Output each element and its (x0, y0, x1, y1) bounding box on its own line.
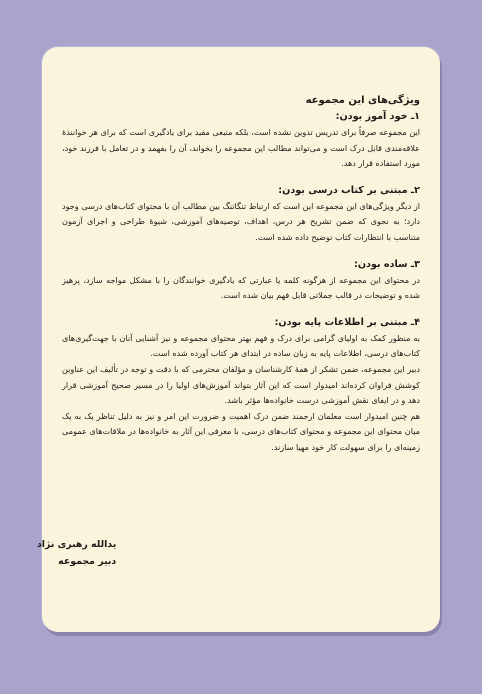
section-heading: ۲ـ مبتنی بر کتاب درسی بودن: (278, 184, 420, 196)
section-paragraph: هم چنین امیدوار است معلمان ارجمند ضمن درک اهمیت و ضرورت این امر و نیز به دلیل تناظر یک به یک میان محتوای این مجموعه و محتوای کتاب‌های درسی، با معرفی این آثار به خانواده‌ها در ملاقات‌های عمومی زمینه‌ای را برای سهولت کار خود مهیا سازند. (62, 410, 420, 452)
section-heading: ۱ـ خود آموز بودن: (335, 111, 420, 122)
section-paragraph: این مجموعه صرفاً برای تدریس تدوین نشده است، بلکه منبعی مفید برای یادگیری است که برای هر خوانندهٔ علاقه‌مندی قابل درک است و می‌تواند مطالب این مجموعه را بخواند، آن را بفهمد و در تعامل با فرزند خود، مورد استفاده قرار دهد. (62, 127, 420, 169)
section-heading: ۴ـ مبتنی بر اطلاعات پایه بودن: (274, 316, 420, 328)
section-paragraph: دبیر این مجموعه، ضمن تشکر از همهٔ کارشناسان و مؤلفان محترمی که با دقت و توجه در تألیف این عناوین کوشش فراوان کرده‌اند امیدوار است که این آثار بتواند آموزش‌های اولیا را در مسیر صحیح آموزشی قرار دهد و در ایفای نقش آموزشی درست خانواده‌ها مؤثر باشد. (62, 363, 420, 406)
section-textbook-based (62, 183, 420, 246)
section-basic-info (62, 315, 420, 456)
section-simplicity (62, 257, 420, 304)
document-body (62, 93, 420, 456)
page-title: ویژگی‌های این مجموعه (305, 95, 420, 106)
signature-name: یدالله رهبری نژاد (37, 539, 117, 550)
signature-block (37, 536, 116, 570)
section-heading: ۳ـ ساده بودن: (353, 258, 420, 270)
section-paragraph: در محتوای این مجموعه از هرگونه کلمه یا عبارتی که یادگیری خوانندگان را با مشکل مواجه سازد، پرهیز شده و توضیحات در قالب جملاتی قابل فهم بیان شده است. (62, 274, 420, 301)
signature-role: دبیر مجموعه (58, 556, 117, 567)
section-self-study (62, 109, 420, 172)
section-paragraph: به منظور کمک به اولیای گرامی برای درک و فهم بهتر محتوای مجموعه و نیز آشنایی آنان با جهت‌گیری‌های کتاب‌های درسی، اطلاعات پایه به زبان ساده در ابتدای هر کتاب آورده شده است. (62, 332, 420, 359)
section-paragraph: از دیگر ویژگی‌های این مجموعه این است که ارتباط تنگاتنگ بین مطالب آن با محتوای کتاب‌های درسی وجود دارد؛ به نحوی که ضمن تشریح هر درس، اهداف، توصیه‌های آموزشی، شیوهٔ طراحی و اجرای آزمون متناسب با انتظارات کتاب توضیح داده شده است. (62, 200, 420, 242)
